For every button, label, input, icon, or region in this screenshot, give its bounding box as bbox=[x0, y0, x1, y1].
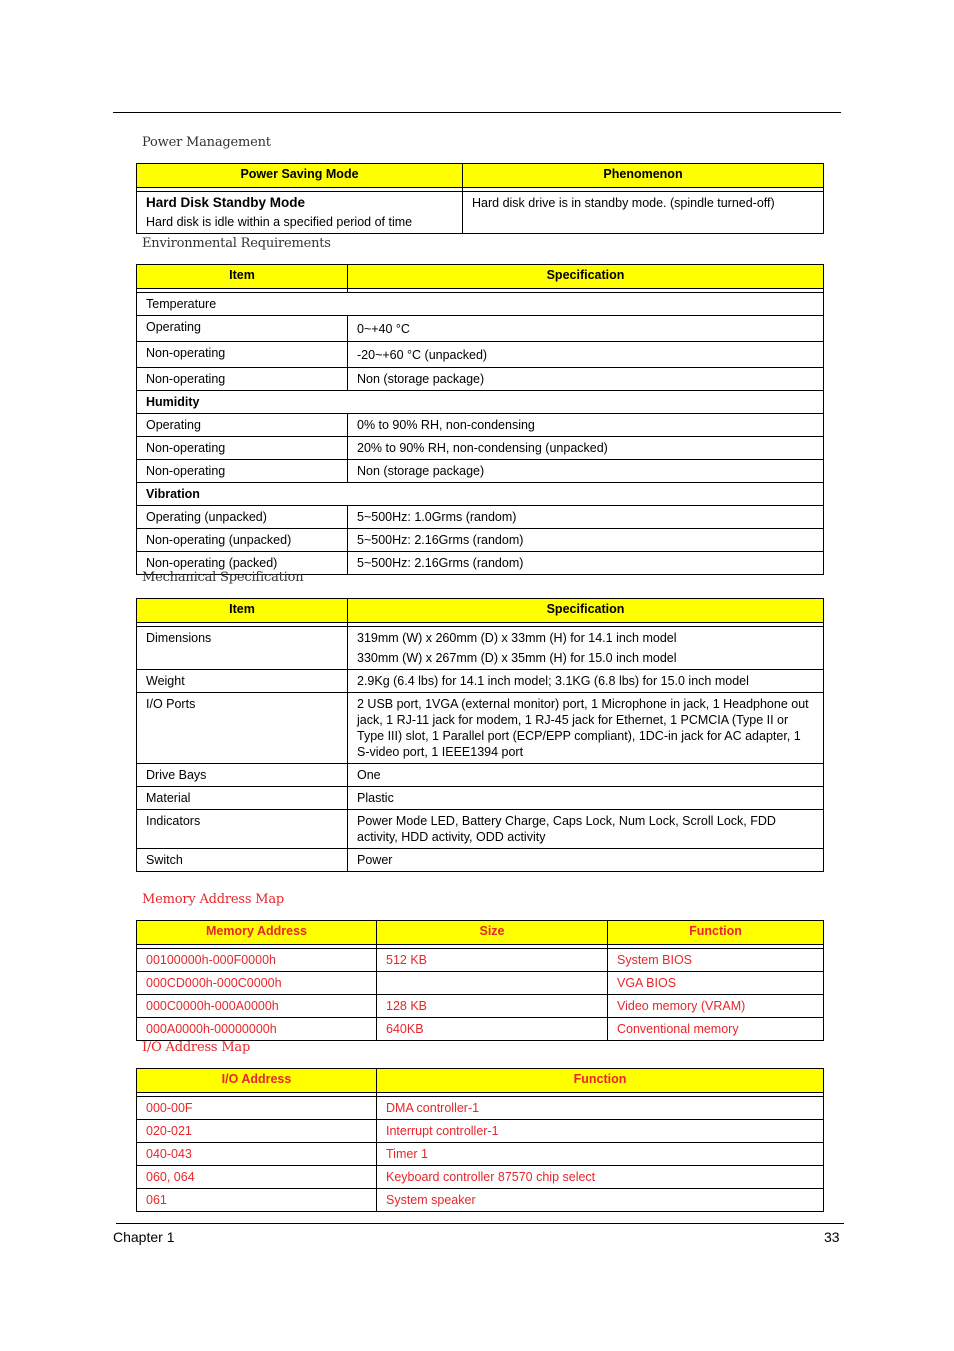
size-cell bbox=[377, 972, 608, 995]
function-cell: Conventional memory bbox=[608, 1018, 824, 1041]
size-cell: 512 KB bbox=[377, 949, 608, 972]
section-memory-address-map: Memory Address Map bbox=[142, 892, 285, 907]
spec-cell: 20% to 90% RH, non-condensing (unpacked) bbox=[348, 437, 824, 460]
group-label: Temperature bbox=[137, 293, 824, 316]
table-row bbox=[137, 192, 824, 234]
table-row bbox=[137, 787, 824, 810]
io-address-table bbox=[136, 1068, 824, 1212]
mechanical-table bbox=[136, 598, 824, 872]
spec-cell: Power bbox=[348, 849, 824, 872]
table-row bbox=[137, 506, 824, 529]
spec-cell: -20~+60 °C (unpacked) bbox=[348, 342, 824, 368]
section-power-management: Power Management bbox=[142, 135, 271, 150]
function-cell: System BIOS bbox=[608, 949, 824, 972]
item-cell: Material bbox=[137, 787, 348, 810]
section-mechanical-specification: Mechanical Specification bbox=[142, 570, 304, 585]
item-cell: Non-operating bbox=[137, 460, 348, 483]
spec-cell: 0% to 90% RH, non-condensing bbox=[348, 414, 824, 437]
address-cell: 040-043 bbox=[137, 1143, 377, 1166]
table-row bbox=[137, 342, 824, 368]
table-row bbox=[137, 764, 824, 787]
header-rule bbox=[113, 112, 841, 113]
item-cell: Non-operating bbox=[137, 368, 348, 391]
column-header: Function bbox=[377, 1069, 824, 1093]
function-cell: DMA controller-1 bbox=[377, 1097, 824, 1120]
item-cell: Non-operating bbox=[137, 437, 348, 460]
column-header: Item bbox=[137, 599, 348, 623]
address-cell: 000A0000h-00000000h bbox=[137, 1018, 377, 1041]
group-label: Humidity bbox=[137, 391, 824, 414]
power-management-table bbox=[136, 163, 824, 234]
function-cell: Interrupt controller-1 bbox=[377, 1120, 824, 1143]
spec-line: 330mm (W) x 267mm (D) x 35mm (H) for 15.0 inch model bbox=[357, 651, 677, 665]
table-row bbox=[137, 693, 824, 764]
spec-cell: 5~500Hz: 1.0Grms (random) bbox=[348, 506, 824, 529]
table-row bbox=[137, 670, 824, 693]
function-cell: System speaker bbox=[377, 1189, 824, 1212]
memory-address-table bbox=[136, 920, 824, 1041]
item-cell: I/O Ports bbox=[137, 693, 348, 764]
spec-cell: 2 USB port, 1VGA (external monitor) port, 1 Microphone in jack, 1 Headphone out jack, 1 RJ-11 jack for modem, 1 RJ-45 jack for Ethernet, 1 PCMCIA (Type II or Type III) slot, 1 Parallel port (ECP/EPP compliant), 1DC-in jack for AC adapter, 1 S-video port, 1 IEEE1394 port bbox=[348, 693, 824, 764]
spec-cell: 5~500Hz: 2.16Grms (random) bbox=[348, 529, 824, 552]
section-environmental-requirements: Environmental Requirements bbox=[142, 236, 331, 251]
column-header: Phenomenon bbox=[463, 164, 824, 188]
address-cell: 060, 064 bbox=[137, 1166, 377, 1189]
table-row bbox=[137, 1097, 824, 1120]
table-row bbox=[137, 972, 824, 995]
table-header-row bbox=[137, 599, 824, 623]
item-cell: Switch bbox=[137, 849, 348, 872]
spec-cell: 2.9Kg (6.4 lbs) for 14.1 inch model; 3.1KG (6.8 lbs) for 15.0 inch model bbox=[348, 670, 824, 693]
table-row bbox=[137, 995, 824, 1018]
table-row bbox=[137, 1189, 824, 1212]
address-cell: 020-021 bbox=[137, 1120, 377, 1143]
item-cell: Drive Bays bbox=[137, 764, 348, 787]
table-row bbox=[137, 949, 824, 972]
item-cell: Non-operating bbox=[137, 342, 348, 368]
item-cell: Dimensions bbox=[137, 627, 348, 670]
spec-cell: Non (storage package) bbox=[348, 368, 824, 391]
function-cell: Keyboard controller 87570 chip select bbox=[377, 1166, 824, 1189]
table-row bbox=[137, 1120, 824, 1143]
item-cell: Operating bbox=[137, 316, 348, 342]
table-row bbox=[137, 293, 824, 316]
size-cell: 128 KB bbox=[377, 995, 608, 1018]
size-cell: 640KB bbox=[377, 1018, 608, 1041]
table-row bbox=[137, 460, 824, 483]
function-cell: VGA BIOS bbox=[608, 972, 824, 995]
address-cell: 061 bbox=[137, 1189, 377, 1212]
spec-line: 319mm (W) x 260mm (D) x 33mm (H) for 14.1 inch model bbox=[357, 631, 677, 645]
column-header: Specification bbox=[348, 265, 824, 289]
column-header: Specification bbox=[348, 599, 824, 623]
address-cell: 000CD000h-000C0000h bbox=[137, 972, 377, 995]
table-header-row bbox=[137, 1069, 824, 1093]
table-row bbox=[137, 1018, 824, 1041]
spec-cell: Power Mode LED, Battery Charge, Caps Lock, Num Lock, Scroll Lock, FDD activity, HDD activity, ODD activity bbox=[348, 810, 824, 849]
item-cell: Non-operating (unpacked) bbox=[137, 529, 348, 552]
spec-cell: One bbox=[348, 764, 824, 787]
table-row bbox=[137, 849, 824, 872]
function-cell: Video memory (VRAM) bbox=[608, 995, 824, 1018]
table-row bbox=[137, 437, 824, 460]
column-header: I/O Address bbox=[137, 1069, 377, 1093]
group-label: Vibration bbox=[137, 483, 824, 506]
table-row bbox=[137, 529, 824, 552]
table-header-row bbox=[137, 921, 824, 945]
item-cell: Indicators bbox=[137, 810, 348, 849]
column-header: Size bbox=[377, 921, 608, 945]
section-io-address-map: I/O Address Map bbox=[142, 1040, 251, 1055]
table-row bbox=[137, 391, 824, 414]
spec-cell: 0~+40 °C bbox=[348, 316, 824, 342]
page-number: 33 bbox=[824, 1229, 840, 1245]
table-header-row bbox=[137, 164, 824, 188]
spec-cell: 5~500Hz: 2.16Grms (random) bbox=[348, 552, 824, 575]
item-cell: Non-operating (packed) bbox=[137, 552, 348, 575]
item-cell: Weight bbox=[137, 670, 348, 693]
address-cell: 00100000h-000F0000h bbox=[137, 949, 377, 972]
mode-description: Hard disk is idle within a specified period of time bbox=[146, 215, 413, 229]
item-cell: Operating bbox=[137, 414, 348, 437]
mode-title: Hard Disk Standby Mode bbox=[146, 195, 306, 210]
spec-cell: Plastic bbox=[348, 787, 824, 810]
footer-chapter: Chapter 1 bbox=[113, 1229, 175, 1245]
item-cell: Operating (unpacked) bbox=[137, 506, 348, 529]
address-cell: 000-00F bbox=[137, 1097, 377, 1120]
footer-rule bbox=[116, 1223, 844, 1224]
table-row bbox=[137, 810, 824, 849]
column-header: Item bbox=[137, 265, 348, 289]
table-row bbox=[137, 627, 824, 670]
environmental-table bbox=[136, 264, 824, 575]
table-row bbox=[137, 1166, 824, 1189]
phenomenon-cell: Hard disk drive is in standby mode. (spindle turned-off) bbox=[463, 192, 824, 234]
address-cell: 000C0000h-000A0000h bbox=[137, 995, 377, 1018]
table-row bbox=[137, 1143, 824, 1166]
table-row bbox=[137, 368, 824, 391]
column-header: Memory Address bbox=[137, 921, 377, 945]
column-header: Power Saving Mode bbox=[137, 164, 463, 188]
function-cell: Timer 1 bbox=[377, 1143, 824, 1166]
spec-cell: Non (storage package) bbox=[348, 460, 824, 483]
column-header: Function bbox=[608, 921, 824, 945]
table-header-row bbox=[137, 265, 824, 289]
table-row bbox=[137, 483, 824, 506]
table-row bbox=[137, 414, 824, 437]
table-row bbox=[137, 316, 824, 342]
